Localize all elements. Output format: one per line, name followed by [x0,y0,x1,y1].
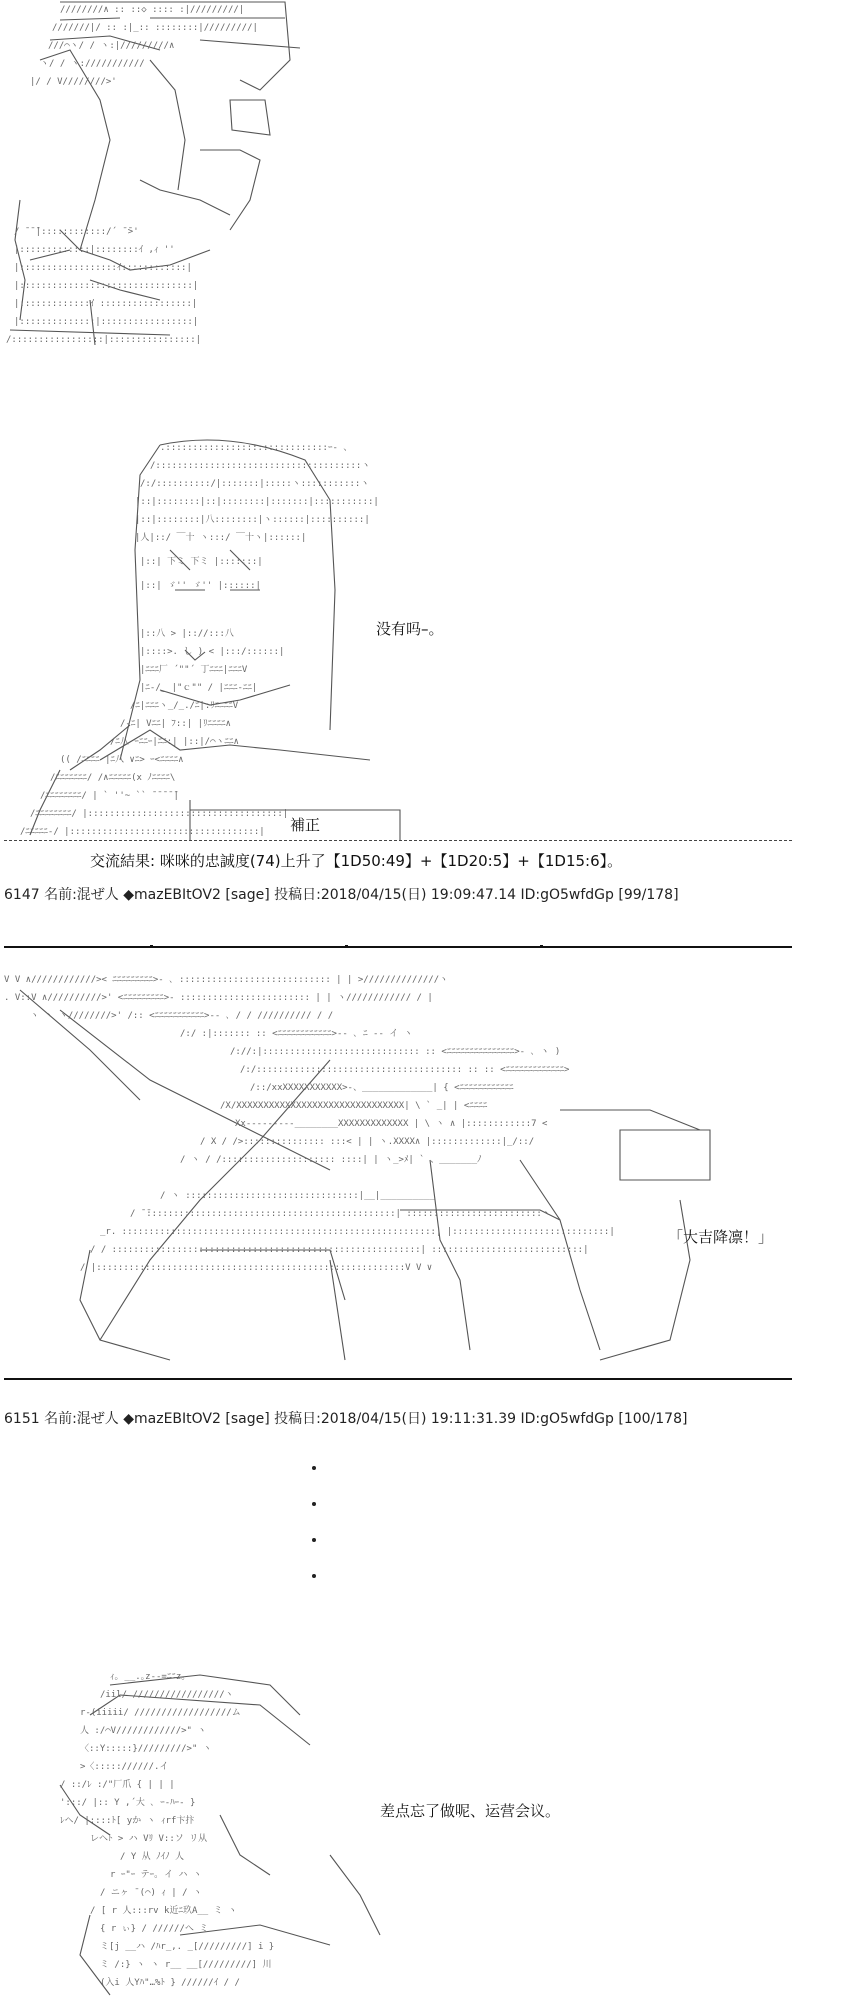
post-header-6151: 6151 名前:混ぜ人 ◆mazEBItOV2 [sage] 投稿日:2018/04/15(日) 19:11:31.39 ID:gO5wfdGp [100/178] [4,1411,688,1427]
solid-divider [4,946,792,948]
svg-text:|::|::::::::|::|::::::::|:::::: |::|::::::::|::|::::::::|:::::::|:::::::::::| [135,497,379,507]
svg-text:/ﾆﾆﾆﾆﾆ-/ |::::::::::::::::: /ﾆﾆﾆﾆﾆ-/ |:::::::::::::::::::::::::::::::::::| [20,827,265,837]
svg-text:/ﾆﾆﾆﾆﾆﾆﾆ/ /∧ﾆﾆﾆﾆﾆ(x ﾉﾆﾆﾆﾆ\: /ﾆﾆﾆﾆﾆﾆﾆ/ /∧ﾆﾆﾆﾆﾆ(x ﾉﾆﾆﾆﾆ\ [50,773,176,783]
exchange-result: 交流結果: 咪咪的忠誠度(74)上升了【1D50:49】+【1D20:5】+【1D15:6】。 [90,852,623,870]
svg-text:ミ /:} ヽ ヽ r__ __[///////: ミ /:} ヽ ヽ r__ __[/////////] 川 [100,1960,272,1970]
ellipsis-dot [312,1466,316,1470]
dialog-line-3: 差点忘了做呢、运营会议。 [380,1802,561,1820]
ascii-art-figure-top [0,0,320,350]
ascii-art-meeting-character [0,1665,420,2000]
ellipsis-dot [312,1574,316,1578]
svg-text:/ ヽ ::::::::::::::::::::::::: / ヽ ::::::::::::::::::::::::::::::::|__|__________ [160,1191,435,1201]
svg-text:|/ / V////////>': |/ / V////////>' [30,77,117,87]
svg-text:|::::::::::::::::::ｲ::::::::::: |::::::::::::::::::ｲ::::::::::::| [14,263,192,273]
svg-text:/ﾆﾆﾆﾆﾆﾆﾆﾆ/ |::::::::::::::::: /ﾆﾆﾆﾆﾆﾆﾆﾆ/ |::::::::::::::::::::::::::::::::::::| [30,809,289,819]
svg-text:/ ニヶ ̄ (⌒) ｨ | / ヽ: / ニヶ ̄ (⌒) ｨ | / ヽ [100,1888,202,1898]
svg-text:ヽ/ / ヽ:///////////: ヽ/ / ヽ://///////// [40,59,145,69]
svg-text:////////∧ :: ::◇ :::: :|//////: ////////∧ :: ::◇ :::: :|/////////| [60,5,245,15]
svg-text:>〈::::://////.イ: >〈::::://////.イ [80,1762,169,1772]
svg-text:r‐(iiiii/ //////////////////ム: r‐(iiiii/ //////////////////ム [80,1708,241,1718]
svg-text:/:::::::::::::::::::::::::::::: /::::::::::::::::::::::::::::::::::::::ヽ [150,461,371,471]
svg-text:/:::::::::::::::::|:::::::::::: /:::::::::::::::::|::::::::::::::::| [6,335,202,345]
dialog-line-2: 「大吉降凛！」 [668,1228,774,1246]
svg-text:///⌒ヽ/ / ヽ:|/////////∧: ///⌒ヽ/ / ヽ:|/////////∧ [48,41,175,51]
svg-text:/ﾆ|ﾆﾆﾆヽ_/_./ﾆ|:ﾘﾆﾆﾆﾆV: /ﾆ|ﾆﾆﾆヽ_/_./ﾆ|:ﾘﾆﾆﾆﾆV [130,701,239,711]
svg-text:人 :/⌒V////////////>" ヽ: 人 :/⌒V////////////>" ヽ [80,1726,207,1736]
solid-divider [4,1378,792,1380]
svg-text:|:::::::::::::::::::::::::::::: |::::::::::::::::::::::::::::::::| [14,281,199,291]
svg-text:ヽ ヽ ヽ////////>' /:: <ﾆﾆﾆ: ヽ ヽ ヽ////////>' /:: <ﾆﾆﾆﾆﾆﾆﾆﾆﾆﾆﾆ>-- ､ / / ////////// / / [30,1011,334,1021]
ascii-art-action-scene [0,960,800,1380]
svg-text:/:/ :|::::::: :: <ﾆﾆﾆﾆﾆﾆﾆﾆﾆﾆﾆﾆ: /:/ :|::::::: :: <ﾆﾆﾆﾆﾆﾆﾆﾆﾆﾆﾆﾆ>-- ､ ﾆ -- イ ヽ [180,1029,413,1039]
svg-text:_r. :::::::::::::::::::::::::: _r. ::::::::::::::::::::::::::::::::::::::::::::::::::::::::::| |:::::::::::::::::::::::::::::| [100,1227,615,1237]
svg-text:(入i 人Yﾊ"…%ﾄ } //////ｲ: (入i 人Yﾊ"…%ﾄ } //////ｲ / / [100,1978,240,1988]
dashed-divider [4,840,792,841]
svg-text:/ X / />::::::::::::::: :::<: / X / />::::::::::::::: :::< | | ヽ.XXXX∧ |:::::::::::::|_/::/ [200,1137,535,1147]
svg-text:{ r ぃ} / //////へ ミ: { r ぃ} / //////へ ミ [100,1924,209,1934]
svg-text:/::/xxXXXXXXXXXXX>-、__________: /::/xxXXXXXXXXXXX>-、_____________| { <ﾆﾆﾆﾆﾆﾆﾆﾆﾆﾆﾆﾆ [250,1083,514,1093]
svg-text:|ﾆ-/_ |"ｃ"" / |ﾆﾆﾆ-ﾆﾆ|: |ﾆ-/_ |"ｃ"" / |ﾆﾆﾆ-ﾆﾆ| [140,683,258,693]
divider-mark [540,945,543,948]
svg-text:|:::::::::::::|::::::::ｲ ,ｨ '': |:::::::::::::|::::::::ｲ ,ｨ '' [14,245,175,255]
svg-text:|人|::/ ￣十 ヽ:::/ ￣十ヽ|::::::|: |人|::/ ￣十 ヽ:::/ ￣十ヽ|::::::| [135,533,307,543]
svg-text:ｨ｡ __.｡z--=ﾆﾆz｡: ｨ｡ __.｡z--=ﾆﾆz｡ [110,1672,186,1682]
svg-text:ﾚヘ/ |::::ﾄ[ yか ヽ ｨrf卞抃: ﾚヘ/ |::::ﾄ[ yか ヽ ｨrf卞抃 [60,1816,195,1826]
svg-text:.:::::::::::::::::::::::::::::: .::::::::::::::::::::::::::::::ｰ- 、 [160,443,353,453]
svg-text:|:::::::::::::ｲ :::::::::::::: |:::::::::::::ｲ :::::::::::::::::| [14,299,198,309]
svg-text:Xx---------________XXXXXXXXXXX: Xx---------________XXXXXXXXXXXXX | \ ヽ ∧ |::::::::::::7 < [235,1119,548,1129]
svg-text:|::::::::::::::|::::::::::::::: |::::::::::::::|:::::::::::::::::| [14,317,199,327]
svg-text:':::/ |:: Y ,´大 ､ ｰ-ﾊｰ-: ':::/ |:: Y ,´大 ､ ｰ-ﾊｰ- } [60,1798,196,1808]
svg-text:|::| 下ミ 下ミ |:::::::|: |::| 下ミ 下ミ |:::::::| [140,557,263,567]
ascii-art-long-hair-girl [0,430,420,840]
svg-text:/ ̄ ̄::::::::::::::::::::::::: / ̄ ̄::::::::::::::::::::::::::::::::::::::::::::::| :::::::::::::::::::::::::ヽ [130,1209,551,1219]
svg-text:/://:|::::::::::::::::::::::::: /://:|::::::::::::::::::::::::::::: :: <ﾆﾆﾆﾆﾆﾆﾆﾆﾆﾆﾆﾆﾆﾆﾆ>- ､ ヽ ) [230,1047,561,1057]
svg-text:/ ̄ ̄ ̄|::::::::::::/´ ̄ ̄>': / ̄ ̄ ̄|::::::::::::/´ ̄ ̄>' [14,227,139,237]
svg-text:V V ∧////////////>< ﾆﾆﾆﾆﾆﾆﾆﾆ: V V ∧////////////>< ﾆﾆﾆﾆﾆﾆﾆﾆﾆ>- ､ :::::::::::::::::::::::::::: | | >//////////////ヽ [4,975,449,985]
svg-text:(( /ﾆﾆﾆﾆ |ﾆ八 ∨ﾆ> ｰ<ﾆﾆﾆﾆ∧: (( /ﾆﾆﾆﾆ |ﾆ八 ∨ﾆ> ｰ<ﾆﾆﾆﾆ∧ [60,755,184,765]
svg-text:|::::>. し ) < |:::/::::: |::::>. し ) < |:::/::::::| [140,647,285,657]
svg-text:/X/XXXXXXXXXXXXXXXXXXXXXXXXXXX: /X/XXXXXXXXXXXXXXXXXXXXXXXXXXXXXXX| \ ` _| | <ﾆﾆﾆﾆ [220,1101,488,1111]
svg-text:r ｰ"ｰ テｰ｡ イ ハ ヽ: r ｰ"ｰ テｰ｡ イ ハ ヽ [110,1870,202,1880]
svg-text:|::| ゞ'' ゞ'' |::::::: |::| ゞ'' ゞ'' |::::::| [140,581,261,591]
svg-text:/ Y 从 ﾉｲﾉ: / Y 从 ﾉｲﾉ 人 [120,1852,185,1862]
svg-text:/ﾆ八 ｰﾆﾆｰ|ﾆﾆ:| |::|/⌒ヽﾆﾆ∧: /ﾆ八 ｰﾆﾆｰ|ﾆﾆ:| |::|/⌒ヽﾆﾆ∧ [110,737,239,747]
svg-text:|::八 > |:://:::八: |::八 > |:://:::八 [140,629,234,639]
post-header-6147: 6147 名前:混ぜ人 ◆mazEBItOV2 [sage] 投稿日:2018/04/15(日) 19:09:47.14 ID:gO5wfdGp [99/178] [4,887,679,903]
svg-text:/-ﾆ| Vﾆﾆ| ﾌ::| |ﾘﾆﾆﾆﾆ∧: /-ﾆ| Vﾆﾆ| ﾌ::| |ﾘﾆﾆﾆﾆ∧ [120,719,231,729]
svg-text:/ﾆﾆﾆﾆﾆﾆﾆﾆ/ | ` ''~ `` ̄ ̄ ̄: /ﾆﾆﾆﾆﾆﾆﾆﾆ/ | ` ''~ `` ̄ ̄ ̄ ̄ ̄| [40,791,179,801]
ellipsis-dot [312,1538,316,1542]
svg-text:/ / :::::::::::::::::::::::: / / :::::::::::::::::::::::::::::::::::::::::::::::::::::::::| ::::::::::::::::::::::::::::| [90,1245,589,1255]
svg-text:|ﾆﾆﾆ厂 ´""´ 丁ﾆﾆﾆ|ﾆﾆﾆV: |ﾆﾆﾆ厂 ´""´ 丁ﾆﾆﾆ|ﾆﾆﾆV [140,665,248,675]
svg-text:ミ[j __ハ /ﾊr_,. _[/////////: ミ[j __ハ /ﾊr_,. _[/////////] i } [100,1942,275,1952]
divider-mark [345,945,348,948]
svg-text:. V::V ∧//////////>' <ﾆﾆﾆﾆﾆﾆ: . V::V ∧//////////>' <ﾆﾆﾆﾆﾆﾆﾆﾆﾆ>- :::::::::::::::::::::::: | | ヽ//////////// / | [4,993,433,1003]
svg-text:/ [ r 人:::rv k近ﾆ玖A__ ミ: / [ r 人:::rv k近ﾆ玖A__ ミ ヽ [90,1906,238,1916]
svg-text:レヘﾄ > ハ Vﾘ V::ソ リ从: レヘﾄ > ハ Vﾘ V::ソ リ从 [90,1834,208,1844]
svg-text:/ |::::::::::::::::::::::::: / |:::::::::::::::::::::::::::::::::::::::::::::::::::::::::V V ∨ [80,1263,433,1273]
dialog-line-1: 没有吗–。 [376,620,444,638]
svg-text:〈::Y:::::}/////////>" ヽ: 〈::Y:::::}/////////>" ヽ [80,1744,212,1754]
svg-text:/ ::/ﾚ :/"厂爪 { | |: / ::/ﾚ :/"厂爪 { | | | [60,1780,175,1790]
svg-text:/ ヽ / /:::::::::::::::::::::: / ヽ / /::::::::::::::::::::: ::::| | ヽ_>ﾒ| ` 、_______ﾉ [180,1155,482,1165]
art-label-hosei: 補正 [290,816,321,834]
divider-mark [150,945,153,948]
svg-text:|::|::::::::|八::::::::|ヽ::::::: |::|::::::::|八::::::::|ヽ::::::|::::::::::| [135,515,370,525]
svg-text:///////|/ :: :|_:: ::::::::|//: ///////|/ :: :|_:: ::::::::|/////////| [52,23,258,33]
svg-text:/:/:::::::::::::::::::::::::::: /:/:::::::::::::::::::::::::::::::::::::: :: :: <ﾆﾆﾆﾆﾆﾆﾆﾆﾆﾆﾆﾆﾆ> [240,1065,570,1075]
svg-text:/:/::::::::::/|:::::::|:::::ヽ:: /:/::::::::::/|:::::::|:::::ヽ:::::::::::ヽ [140,479,370,489]
svg-text:/iil/ /////////////////ヽ: /iil/ /////////////////ヽ [100,1690,234,1700]
ellipsis-dot [312,1502,316,1506]
